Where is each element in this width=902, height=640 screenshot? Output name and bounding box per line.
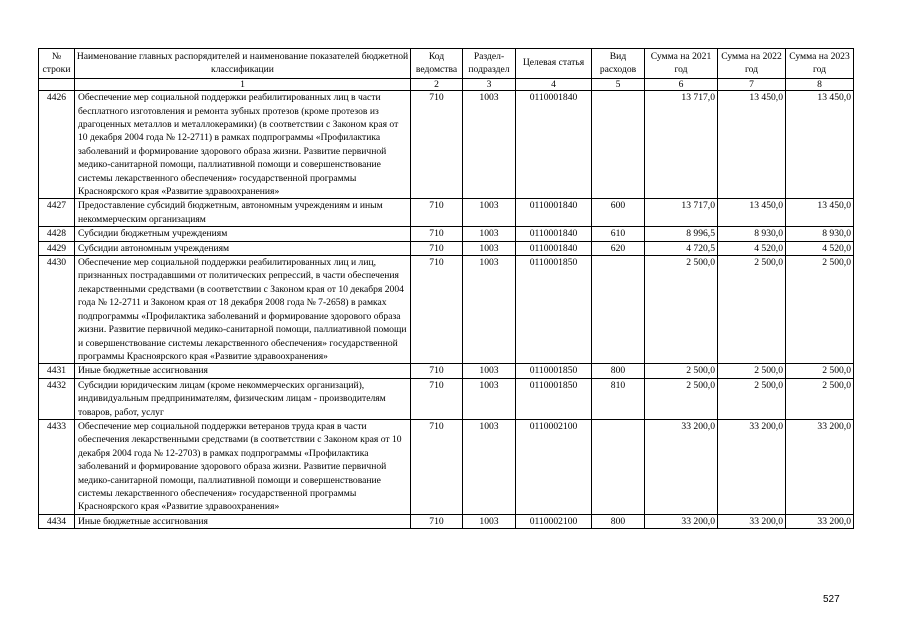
row-name: Субсидии юридическим лицам (кроме некоммерческих организаций), индивидуальным предпринимателям, физическим лицам - производителям товаров, работ, услуг	[75, 378, 411, 419]
row-number: 4432	[39, 378, 75, 419]
row-section: 1003	[463, 256, 516, 364]
header-dept-code: Код ведомства	[411, 49, 463, 79]
row-sum-2021: 2 500,0	[645, 256, 718, 364]
row-name: Предоставление субсидий бюджетным, автономным учреждениям и иным некоммерческим организациям	[75, 199, 411, 227]
row-sum-2021: 2 500,0	[645, 364, 718, 378]
row-expense-type	[592, 256, 645, 364]
row-section: 1003	[463, 227, 516, 241]
column-number: 4	[516, 79, 592, 91]
row-sum-2021: 13 717,0	[645, 91, 718, 199]
row-sum-2022: 13 450,0	[718, 91, 786, 199]
row-name: Обеспечение мер социальной поддержки ветеранов труда края в части обеспечения лекарственными средствами (в соответствии с Законом края от 10 декабря 2004 года № 12-2703) в рамках подпрограммы «Профилактика заболеваний и формирование здорового образа жизни. Развитие первичной медико-санитарной помощи, паллиативной помощи и совершенствование системы лекарственного обеспечения» государственной программы Красноярского края «Развитие здравоохранения»	[75, 419, 411, 514]
row-name: Обеспечение мер социальной поддержки реабилитированных лиц и лиц, признанных пострадавшими от политических репрессий, в части обеспечения лекарственными средствами (в соответствии с Законом края от 10 декабря 2004 года № 12-2711 и Законом края от 18 декабря 2008 года № 7-2658) в рамках подпрограммы «Профилактика заболеваний и формирование здорового образа жизни. Развитие первичной медико-санитарной помощи, паллиативной помощи и совершенствование системы лекарственного обеспечения» государственной программы Красноярского края «Развитие здравоохранения»	[75, 256, 411, 364]
row-sum-2022: 8 930,0	[718, 227, 786, 241]
header-sum-2023: Сумма на 2023 год	[786, 49, 854, 79]
column-number: 2	[411, 79, 463, 91]
row-expense-type: 620	[592, 241, 645, 255]
row-number: 4430	[39, 256, 75, 364]
row-name: Обеспечение мер социальной поддержки реабилитированных лиц в части бесплатного изготовления и ремонта зубных протезов (кроме протезов из драгоценных металлов и металлокерамики) (в соответствии с Законом края от 10 декабря 2004 года № 12-2711) в рамках подпрограммы «Профилактика заболеваний и формирование здорового образа жизни. Развитие первичной медико-санитарной помощи, паллиативной помощи и совершенствование системы лекарственного обеспечения» государственной программы Красноярского края «Развитие здравоохранения»	[75, 91, 411, 199]
row-dept-code: 710	[411, 378, 463, 419]
row-section: 1003	[463, 364, 516, 378]
column-number: 7	[718, 79, 786, 91]
table-row	[39, 364, 854, 378]
row-sum-2023: 2 500,0	[786, 378, 854, 419]
column-number	[39, 79, 75, 91]
column-number-row	[39, 79, 854, 91]
row-sum-2021: 13 717,0	[645, 199, 718, 227]
row-expense-type: 810	[592, 378, 645, 419]
row-sum-2023: 33 200,0	[786, 419, 854, 514]
table-row	[39, 199, 854, 227]
row-dept-code: 710	[411, 364, 463, 378]
table-row	[39, 514, 854, 528]
row-dept-code: 710	[411, 227, 463, 241]
table-row	[39, 91, 854, 199]
row-section: 1003	[463, 514, 516, 528]
row-section: 1003	[463, 241, 516, 255]
column-number: 5	[592, 79, 645, 91]
row-dept-code: 710	[411, 241, 463, 255]
header-row-number: № строки	[39, 49, 75, 79]
row-number: 4431	[39, 364, 75, 378]
header-expense-type: Вид расходов	[592, 49, 645, 79]
row-name: Субсидии автономным учреждениям	[75, 241, 411, 255]
row-sum-2022: 2 500,0	[718, 378, 786, 419]
row-sum-2021: 4 720,5	[645, 241, 718, 255]
row-number: 4427	[39, 199, 75, 227]
row-sum-2023: 4 520,0	[786, 241, 854, 255]
row-sum-2022: 33 200,0	[718, 514, 786, 528]
row-number: 4433	[39, 419, 75, 514]
row-number: 4428	[39, 227, 75, 241]
row-name: Иные бюджетные ассигнования	[75, 514, 411, 528]
table-row	[39, 256, 854, 364]
row-target-article: 0110001840	[516, 199, 592, 227]
row-target-article: 0110001850	[516, 378, 592, 419]
header-sum-2021: Сумма на 2021 год	[645, 49, 718, 79]
row-expense-type: 800	[592, 514, 645, 528]
row-expense-type: 800	[592, 364, 645, 378]
row-sum-2023: 2 500,0	[786, 364, 854, 378]
row-sum-2022: 2 500,0	[718, 256, 786, 364]
budget-table-container	[38, 48, 853, 529]
header-sum-2022: Сумма на 2022 год	[718, 49, 786, 79]
row-target-article: 0110001840	[516, 91, 592, 199]
table-row	[39, 227, 854, 241]
page-number: 527	[823, 594, 840, 605]
row-section: 1003	[463, 91, 516, 199]
column-number: 3	[463, 79, 516, 91]
row-sum-2023: 8 930,0	[786, 227, 854, 241]
row-sum-2023: 2 500,0	[786, 256, 854, 364]
row-expense-type: 610	[592, 227, 645, 241]
row-dept-code: 710	[411, 256, 463, 364]
row-number: 4426	[39, 91, 75, 199]
row-target-article: 0110002100	[516, 514, 592, 528]
row-target-article: 0110001840	[516, 227, 592, 241]
row-dept-code: 710	[411, 199, 463, 227]
header-section: Раздел-подраздел	[463, 49, 516, 79]
row-target-article: 0110001850	[516, 364, 592, 378]
row-target-article: 0110001850	[516, 256, 592, 364]
row-sum-2021: 8 996,5	[645, 227, 718, 241]
row-expense-type	[592, 419, 645, 514]
table-row	[39, 419, 854, 514]
row-section: 1003	[463, 199, 516, 227]
row-dept-code: 710	[411, 514, 463, 528]
column-number: 1	[75, 79, 411, 91]
row-sum-2021: 2 500,0	[645, 378, 718, 419]
row-name: Иные бюджетные ассигнования	[75, 364, 411, 378]
header-name: Наименование главных распорядителей и наименование показателей бюджетной классификации	[75, 49, 411, 79]
row-section: 1003	[463, 419, 516, 514]
row-sum-2023: 33 200,0	[786, 514, 854, 528]
row-target-article: 0110002100	[516, 419, 592, 514]
row-name: Субсидии бюджетным учреждениям	[75, 227, 411, 241]
row-expense-type	[592, 91, 645, 199]
table-row	[39, 241, 854, 255]
row-sum-2022: 33 200,0	[718, 419, 786, 514]
row-number: 4429	[39, 241, 75, 255]
table-body	[39, 91, 854, 529]
row-number: 4434	[39, 514, 75, 528]
row-sum-2022: 2 500,0	[718, 364, 786, 378]
row-sum-2021: 33 200,0	[645, 514, 718, 528]
row-expense-type: 600	[592, 199, 645, 227]
row-sum-2021: 33 200,0	[645, 419, 718, 514]
column-number: 8	[786, 79, 854, 91]
row-section: 1003	[463, 378, 516, 419]
column-number: 6	[645, 79, 718, 91]
header-row	[39, 49, 854, 79]
row-sum-2022: 13 450,0	[718, 199, 786, 227]
row-sum-2023: 13 450,0	[786, 199, 854, 227]
row-dept-code: 710	[411, 91, 463, 199]
header-target-article: Целевая статья	[516, 49, 592, 79]
budget-table	[38, 48, 854, 529]
table-row	[39, 378, 854, 419]
row-sum-2022: 4 520,0	[718, 241, 786, 255]
row-dept-code: 710	[411, 419, 463, 514]
row-sum-2023: 13 450,0	[786, 91, 854, 199]
row-target-article: 0110001840	[516, 241, 592, 255]
